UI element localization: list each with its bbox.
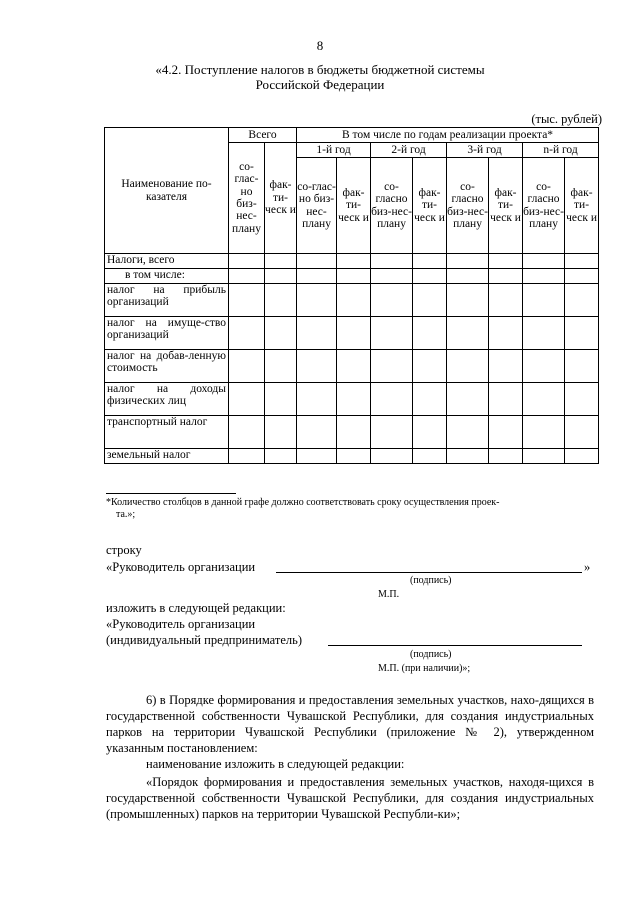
col-header-year3-plan: со-гласно биз-нес-плану <box>447 158 489 254</box>
footnote-divider <box>106 493 236 494</box>
row-label: налог на имуще-ство организаций <box>105 317 229 350</box>
row-label: земельный налог <box>105 449 229 464</box>
table-row <box>105 317 599 350</box>
text-naimenovanie: наименование изложить в следующей редакции: <box>146 757 405 771</box>
col-header-total-plan: со-глас-но биз-нес-плану <box>229 143 265 254</box>
section-title-line2: Российской Федерации <box>255 77 385 92</box>
col-header-years: В том числе по годам реализации проекта* <box>297 128 599 143</box>
col-header-year-3: 3-й год <box>447 143 523 158</box>
col-header-total: Всего <box>229 128 297 143</box>
col-header-year3-fact: фак-ти-ческ и <box>489 158 523 254</box>
col-header-year-n: n-й год <box>523 143 599 158</box>
table-row <box>105 449 599 464</box>
row-label: в том числе: <box>105 269 229 284</box>
text-stroku: строку <box>106 543 142 557</box>
section-title <box>100 62 540 92</box>
old-signature-label: «Руководитель организации <box>106 560 256 574</box>
row-label: транспортный налог <box>105 416 229 449</box>
table-row <box>105 254 599 269</box>
footnote-line1: *Количество столбцов в данной графе должно соответствовать сроку осуществления проек- <box>106 497 500 508</box>
old-signature-caption: (подпись) <box>410 575 452 586</box>
tax-table <box>104 127 599 464</box>
col-header-yearn-fact: фак-ти-ческ и <box>565 158 599 254</box>
table-row <box>105 269 599 284</box>
col-header-year-2: 2-й год <box>371 143 447 158</box>
row-label: налог на доходы физических лиц <box>105 383 229 416</box>
col-header-name: Наименование по-казателя <box>105 128 229 254</box>
col-header-yearn-plan: со-гласно биз-нес-плану <box>523 158 565 254</box>
row-label: налог на прибыль организаций <box>105 284 229 317</box>
table-row <box>105 350 599 383</box>
table-row <box>105 383 599 416</box>
col-header-year1-plan: со-глас-но биз-нес-плану <box>297 158 337 254</box>
col-header-year-1: 1-й год <box>297 143 371 158</box>
old-signature-end: » <box>584 560 591 574</box>
page-number: 8 <box>316 38 324 53</box>
new-signature-line <box>328 633 582 646</box>
section-title-line1: «4.2. Поступление налогов в бюджеты бюджетной системы <box>155 62 485 77</box>
col-header-year2-fact: фак-ти-ческ и <box>413 158 447 254</box>
old-signature-line <box>276 560 582 573</box>
row-label: налог на добав-ленную стоимость <box>105 350 229 383</box>
new-signature-caption: (подпись) <box>410 649 452 660</box>
paragraph-6: 6) в Порядке формирования и предоставления земельных участков, нахо-дящихся в государственной собственности Чувашской Республики, для создания индустриальных парков на территории Чувашской Республики (приложение № 2), утвержденном указанным постановлением: <box>106 693 594 755</box>
new-stamp-mp: М.П. (при наличии)»; <box>378 663 471 674</box>
col-header-total-fact: фак-ти-ческ и <box>265 143 297 254</box>
new-signature-line1: «Руководитель организации <box>106 617 256 631</box>
new-name-paragraph: «Порядок формирования и предоставления земельных участков, находя-щихся в государственной собственности Чувашской Республики, для создания индустриальных (промышленных) парков на территории Чувашской Республи-ки»; <box>106 775 594 821</box>
row-label: Налоги, всего <box>105 254 229 269</box>
footnote-line2: та.»; <box>116 509 136 520</box>
units-label: (тыс. рублей) <box>531 112 602 126</box>
table-row <box>105 416 599 449</box>
new-signature-line2: (индивидуальный предприниматель) <box>106 633 302 647</box>
col-header-year1-fact: фак-ти-ческ и <box>337 158 371 254</box>
table-row <box>105 284 599 317</box>
old-stamp-mp: М.П. <box>378 589 400 600</box>
col-header-year2-plan: со-гласно биз-нес-плану <box>371 158 413 254</box>
text-izlozhit: изложить в следующей редакции: <box>106 601 286 615</box>
